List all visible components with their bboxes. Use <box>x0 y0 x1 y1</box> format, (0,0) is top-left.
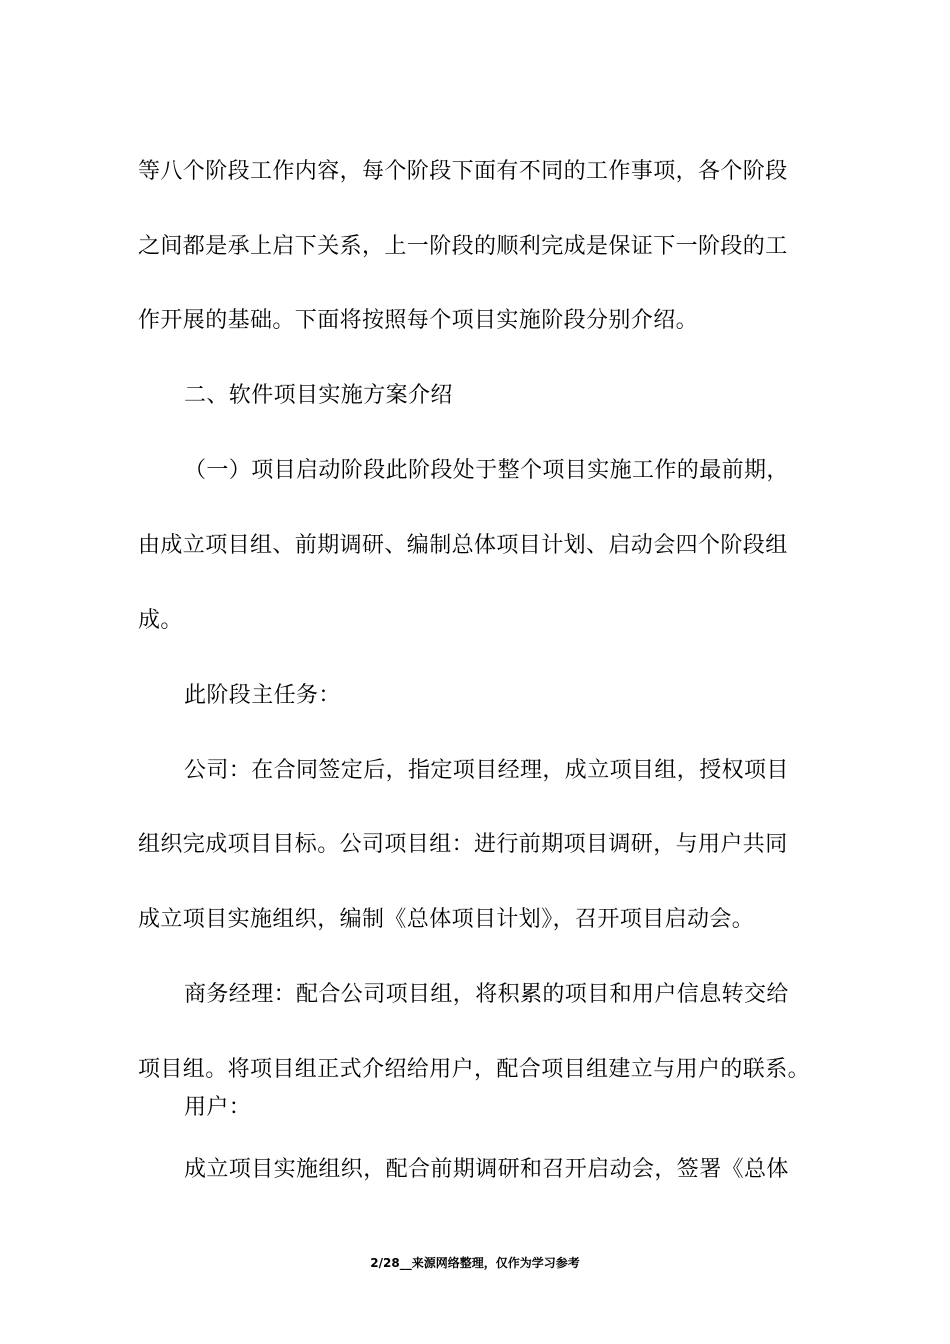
page-footer: 2/28__来源网络整理，仅作为学习参考 <box>370 1256 580 1270</box>
text-line: 商务经理：配合公司项目组，将积累的项目和用户信息转交给 <box>184 982 789 1007</box>
text-line: 用户： <box>184 1095 252 1120</box>
text-line: 之间都是承上启下关系，上一阶段的顺利完成是保证下一阶段的工 <box>138 234 788 259</box>
text-line: 由成立项目组、前期调研、编制总体项目计划、启动会四个阶段组 <box>138 533 788 558</box>
text-line: 作开展的基础。下面将按照每个项目实施阶段分别介绍。 <box>138 308 699 333</box>
text-line: 成。 <box>138 608 183 633</box>
text-line: 成立项目实施组织，编制《总体项目计划》，召开项目启动会。 <box>138 907 755 932</box>
text-line: 成立项目实施组织，配合前期调研和召开启动会，签署《总体 <box>184 1157 789 1182</box>
section-heading: 二、软件项目实施方案介绍 <box>184 383 453 408</box>
text-line: 等八个阶段工作内容，每个阶段下面有不同的工作事项，各个阶段 <box>138 159 788 184</box>
text-line: 项目组。将项目组正式介绍给用户，配合项目组建立与用户的联系。 <box>138 1057 811 1082</box>
text-line: 组织完成项目目标。公司项目组：进行前期项目调研，与用户共同 <box>138 832 788 857</box>
text-line: 公司：在合同签定后，指定项目经理，成立项目组，授权项目 <box>184 758 789 783</box>
subsection-heading: （一）项目启动阶段此阶段处于整个项目实施工作的最前期， <box>184 458 789 483</box>
text-line: 此阶段主任务： <box>184 683 341 708</box>
